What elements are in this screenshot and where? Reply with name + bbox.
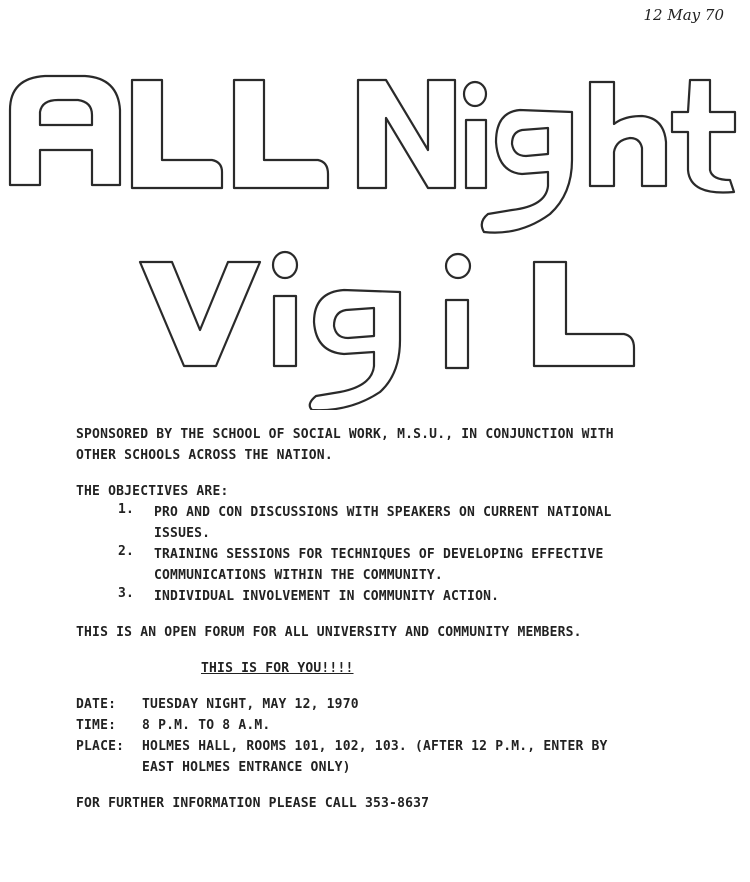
place-row — [76, 736, 716, 757]
headline-letter-h — [590, 82, 666, 186]
objective-item — [76, 502, 716, 544]
objective-text: TRAINING SESSIONS FOR TECHNIQUES OF DEVELOPING EFFECTIVE COMMUNICATIONS WITHIN THE COMMUNITY. — [154, 547, 604, 583]
time-value: 8 P.M. TO 8 A.M. — [142, 718, 271, 733]
date-row — [76, 694, 716, 715]
flyer-body — [76, 424, 716, 814]
headline-letter-n — [358, 80, 455, 188]
objective-number: 3. — [118, 586, 135, 601]
place-row-continued: EAST HOLMES ENTRANCE ONLY) — [142, 760, 351, 775]
headline-letter-i3 — [446, 254, 470, 368]
headline-letter-i — [464, 82, 486, 188]
contact-line: FOR FURTHER INFORMATION PLEASE CALL 353-8637 — [76, 796, 430, 811]
headline-letter-a — [10, 76, 120, 185]
headline-letter-l3 — [534, 262, 634, 366]
objective-item — [76, 586, 716, 607]
objective-item — [76, 544, 716, 586]
date-value: TUESDAY NIGHT, MAY 12, 1970 — [142, 697, 359, 712]
place-label: PLACE: — [76, 739, 125, 754]
headline-lettering — [0, 0, 750, 410]
place-value: HOLMES HALL, ROOMS 101, 102, 103. (AFTER 12 P.M., ENTER BY — [142, 739, 608, 754]
date-label: DATE: — [76, 697, 117, 712]
headline-letter-v — [140, 262, 260, 366]
objective-text: INDIVIDUAL INVOLVEMENT IN COMMUNITY ACTION. — [154, 589, 500, 604]
objective-number: 2. — [118, 544, 135, 559]
time-label: TIME: — [76, 718, 117, 733]
callout-text: THIS IS FOR YOU!!!! — [201, 661, 354, 676]
headline-letter-i2 — [273, 252, 297, 366]
objectives-heading: THE OBJECTIVES ARE: — [76, 484, 229, 499]
objective-number: 1. — [118, 502, 135, 517]
headline-letter-l2 — [234, 80, 328, 188]
headline-letter-l1 — [132, 80, 222, 188]
objective-text: PRO AND CON DISCUSSIONS WITH SPEAKERS ON CURRENT NATIONAL ISSUES. — [154, 505, 612, 541]
time-row — [76, 715, 716, 736]
headline-letter-g — [482, 110, 572, 233]
handwritten-date: 12 May 70 — [643, 6, 724, 24]
headline-letter-g2 — [310, 290, 400, 410]
headline-letter-t — [672, 80, 735, 193]
sponsor-line-1: SPONSORED BY THE SCHOOL OF SOCIAL WORK, M.S.U., IN CONJUNCTION WITH — [76, 427, 614, 442]
open-forum-statement: THIS IS AN OPEN FORUM FOR ALL UNIVERSITY AND COMMUNITY MEMBERS. — [76, 625, 582, 640]
sponsor-line-2: OTHER SCHOOLS ACROSS THE NATION. — [76, 448, 333, 463]
